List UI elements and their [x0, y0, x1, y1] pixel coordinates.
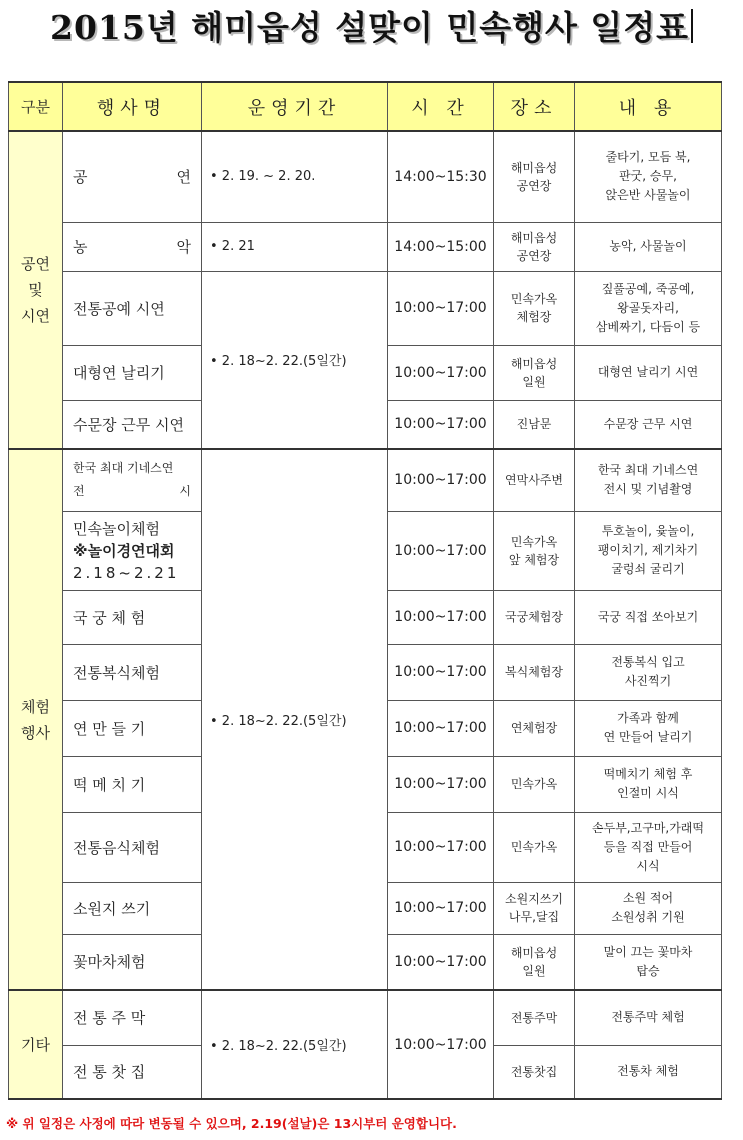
header-category: 구분: [9, 82, 63, 131]
event-name: 연 만 들 기: [63, 700, 202, 756]
content: 농악, 사물놀이: [575, 222, 722, 271]
period: • 2. 18~2. 22.(5일간): [202, 271, 388, 449]
event-name: 소원지 쓰기: [63, 882, 202, 934]
footnote: ※ 위 일정은 사정에 따라 변동될 수 있으며, 2.19(설날)은 13시부터 운영합니다.: [6, 1116, 457, 1131]
content: 전통주막 체험: [575, 990, 722, 1045]
content: 짚풀공예, 죽공예, 왕골돗자리, 삼베짜기, 다듬이 등: [575, 271, 722, 345]
content: 줄타기, 모듬 북, 판굿, 승무, 앉은반 사물놀이: [575, 131, 722, 222]
category-experience: 체험 행사: [9, 449, 63, 990]
header-event: 행사명: [63, 82, 202, 131]
page-title: 2015년 해미읍성 설맞이 민속행사 일정표: [0, 2, 743, 49]
place: 민속가옥: [494, 756, 575, 812]
place: 민속가옥: [494, 812, 575, 882]
header-period: 운영기간: [202, 82, 388, 131]
content: 가족과 함께 연 만들어 날리기: [575, 700, 722, 756]
header-time: 시 간: [388, 82, 494, 131]
time: 10:00~17:00: [388, 700, 494, 756]
event-name: 대형연 날리기: [63, 345, 202, 400]
content: 대형연 날리기 시연: [575, 345, 722, 400]
text-cursor: [691, 9, 693, 43]
table-row: [9, 449, 722, 511]
period: • 2. 19. ~ 2. 20.: [202, 131, 388, 222]
place: 해미읍성 공연장: [494, 131, 575, 222]
period: • 2. 18~2. 22.(5일간): [202, 449, 388, 990]
event-name: 전 통 찻 집: [63, 1045, 202, 1099]
place: 국궁체험장: [494, 590, 575, 644]
event-name: 전통공예 시연: [63, 271, 202, 345]
time: 14:00~15:30: [388, 131, 494, 222]
category-performance: 공연 및 시연: [9, 131, 63, 449]
content: 투호놀이, 윷놀이, 팽이치기, 제기차기 굴렁쇠 굴리기: [575, 511, 722, 590]
place: 해미읍성 일원: [494, 345, 575, 400]
event-name: 꽃마차체험: [63, 934, 202, 990]
table-header-row: [9, 82, 722, 131]
header-place: 장소: [494, 82, 575, 131]
table-row: [9, 131, 722, 222]
time: 10:00~17:00: [388, 644, 494, 700]
time: 10:00~17:00: [388, 756, 494, 812]
time: 14:00~15:00: [388, 222, 494, 271]
content: 말이 끄는 꽃마차 탑승: [575, 934, 722, 990]
event-name: 공 연: [63, 131, 202, 222]
place: 민속가옥 앞 체험장: [494, 511, 575, 590]
event-name: 전통복식체험: [63, 644, 202, 700]
period: • 2. 21: [202, 222, 388, 271]
event-name: 전통음식체험: [63, 812, 202, 882]
content: 전통복식 입고 사진찍기: [575, 644, 722, 700]
time: 10:00~17:00: [388, 590, 494, 644]
content: 국궁 직접 쏘아보기: [575, 590, 722, 644]
content: 손두부,고구마,가래떡 등을 직접 만들어 시식: [575, 812, 722, 882]
place: 민속가옥 체험장: [494, 271, 575, 345]
period: • 2. 18~2. 22.(5일간): [202, 990, 388, 1099]
time: 10:00~17:00: [388, 345, 494, 400]
event-name: 농 악: [63, 222, 202, 271]
place: 진남문: [494, 400, 575, 449]
place: 소원지쓰기 나무,달집: [494, 882, 575, 934]
content: 수문장 근무 시연: [575, 400, 722, 449]
event-name: 민속놀이체험 ※놀이경연대회 2.18~2.21: [63, 511, 202, 590]
table-row: [9, 271, 722, 345]
time: 10:00~17:00: [388, 511, 494, 590]
time: 10:00~17:00: [388, 990, 494, 1099]
content: 전통차 체험: [575, 1045, 722, 1099]
time: 10:00~17:00: [388, 882, 494, 934]
category-etc: 기타: [9, 990, 63, 1099]
table-row: [9, 990, 722, 1045]
time: 10:00~17:00: [388, 271, 494, 345]
place: 전통주막: [494, 990, 575, 1045]
content: 한국 최대 기네스연 전시 및 기념촬영: [575, 449, 722, 511]
header-content: 내 용: [575, 82, 722, 131]
place: 전통찻집: [494, 1045, 575, 1099]
time: 10:00~17:00: [388, 934, 494, 990]
place: 연막사주변: [494, 449, 575, 511]
time: 10:00~17:00: [388, 449, 494, 511]
content: 소원 적어 소원성취 기원: [575, 882, 722, 934]
place: 해미읍성 공연장: [494, 222, 575, 271]
content: 떡메치기 체험 후 인절미 시식: [575, 756, 722, 812]
place: 해미읍성 일원: [494, 934, 575, 990]
time: 10:00~17:00: [388, 400, 494, 449]
event-name: 수문장 근무 시연: [63, 400, 202, 449]
time: 10:00~17:00: [388, 812, 494, 882]
event-name: 전 통 주 막: [63, 990, 202, 1045]
event-name: 한국 최대 기네스연 전 시: [63, 449, 202, 511]
schedule-table: [8, 81, 722, 1100]
event-name: 떡 메 치 기: [63, 756, 202, 812]
place: 연체험장: [494, 700, 575, 756]
event-name: 국 궁 체 험: [63, 590, 202, 644]
table-row: [9, 222, 722, 271]
place: 복식체험장: [494, 644, 575, 700]
